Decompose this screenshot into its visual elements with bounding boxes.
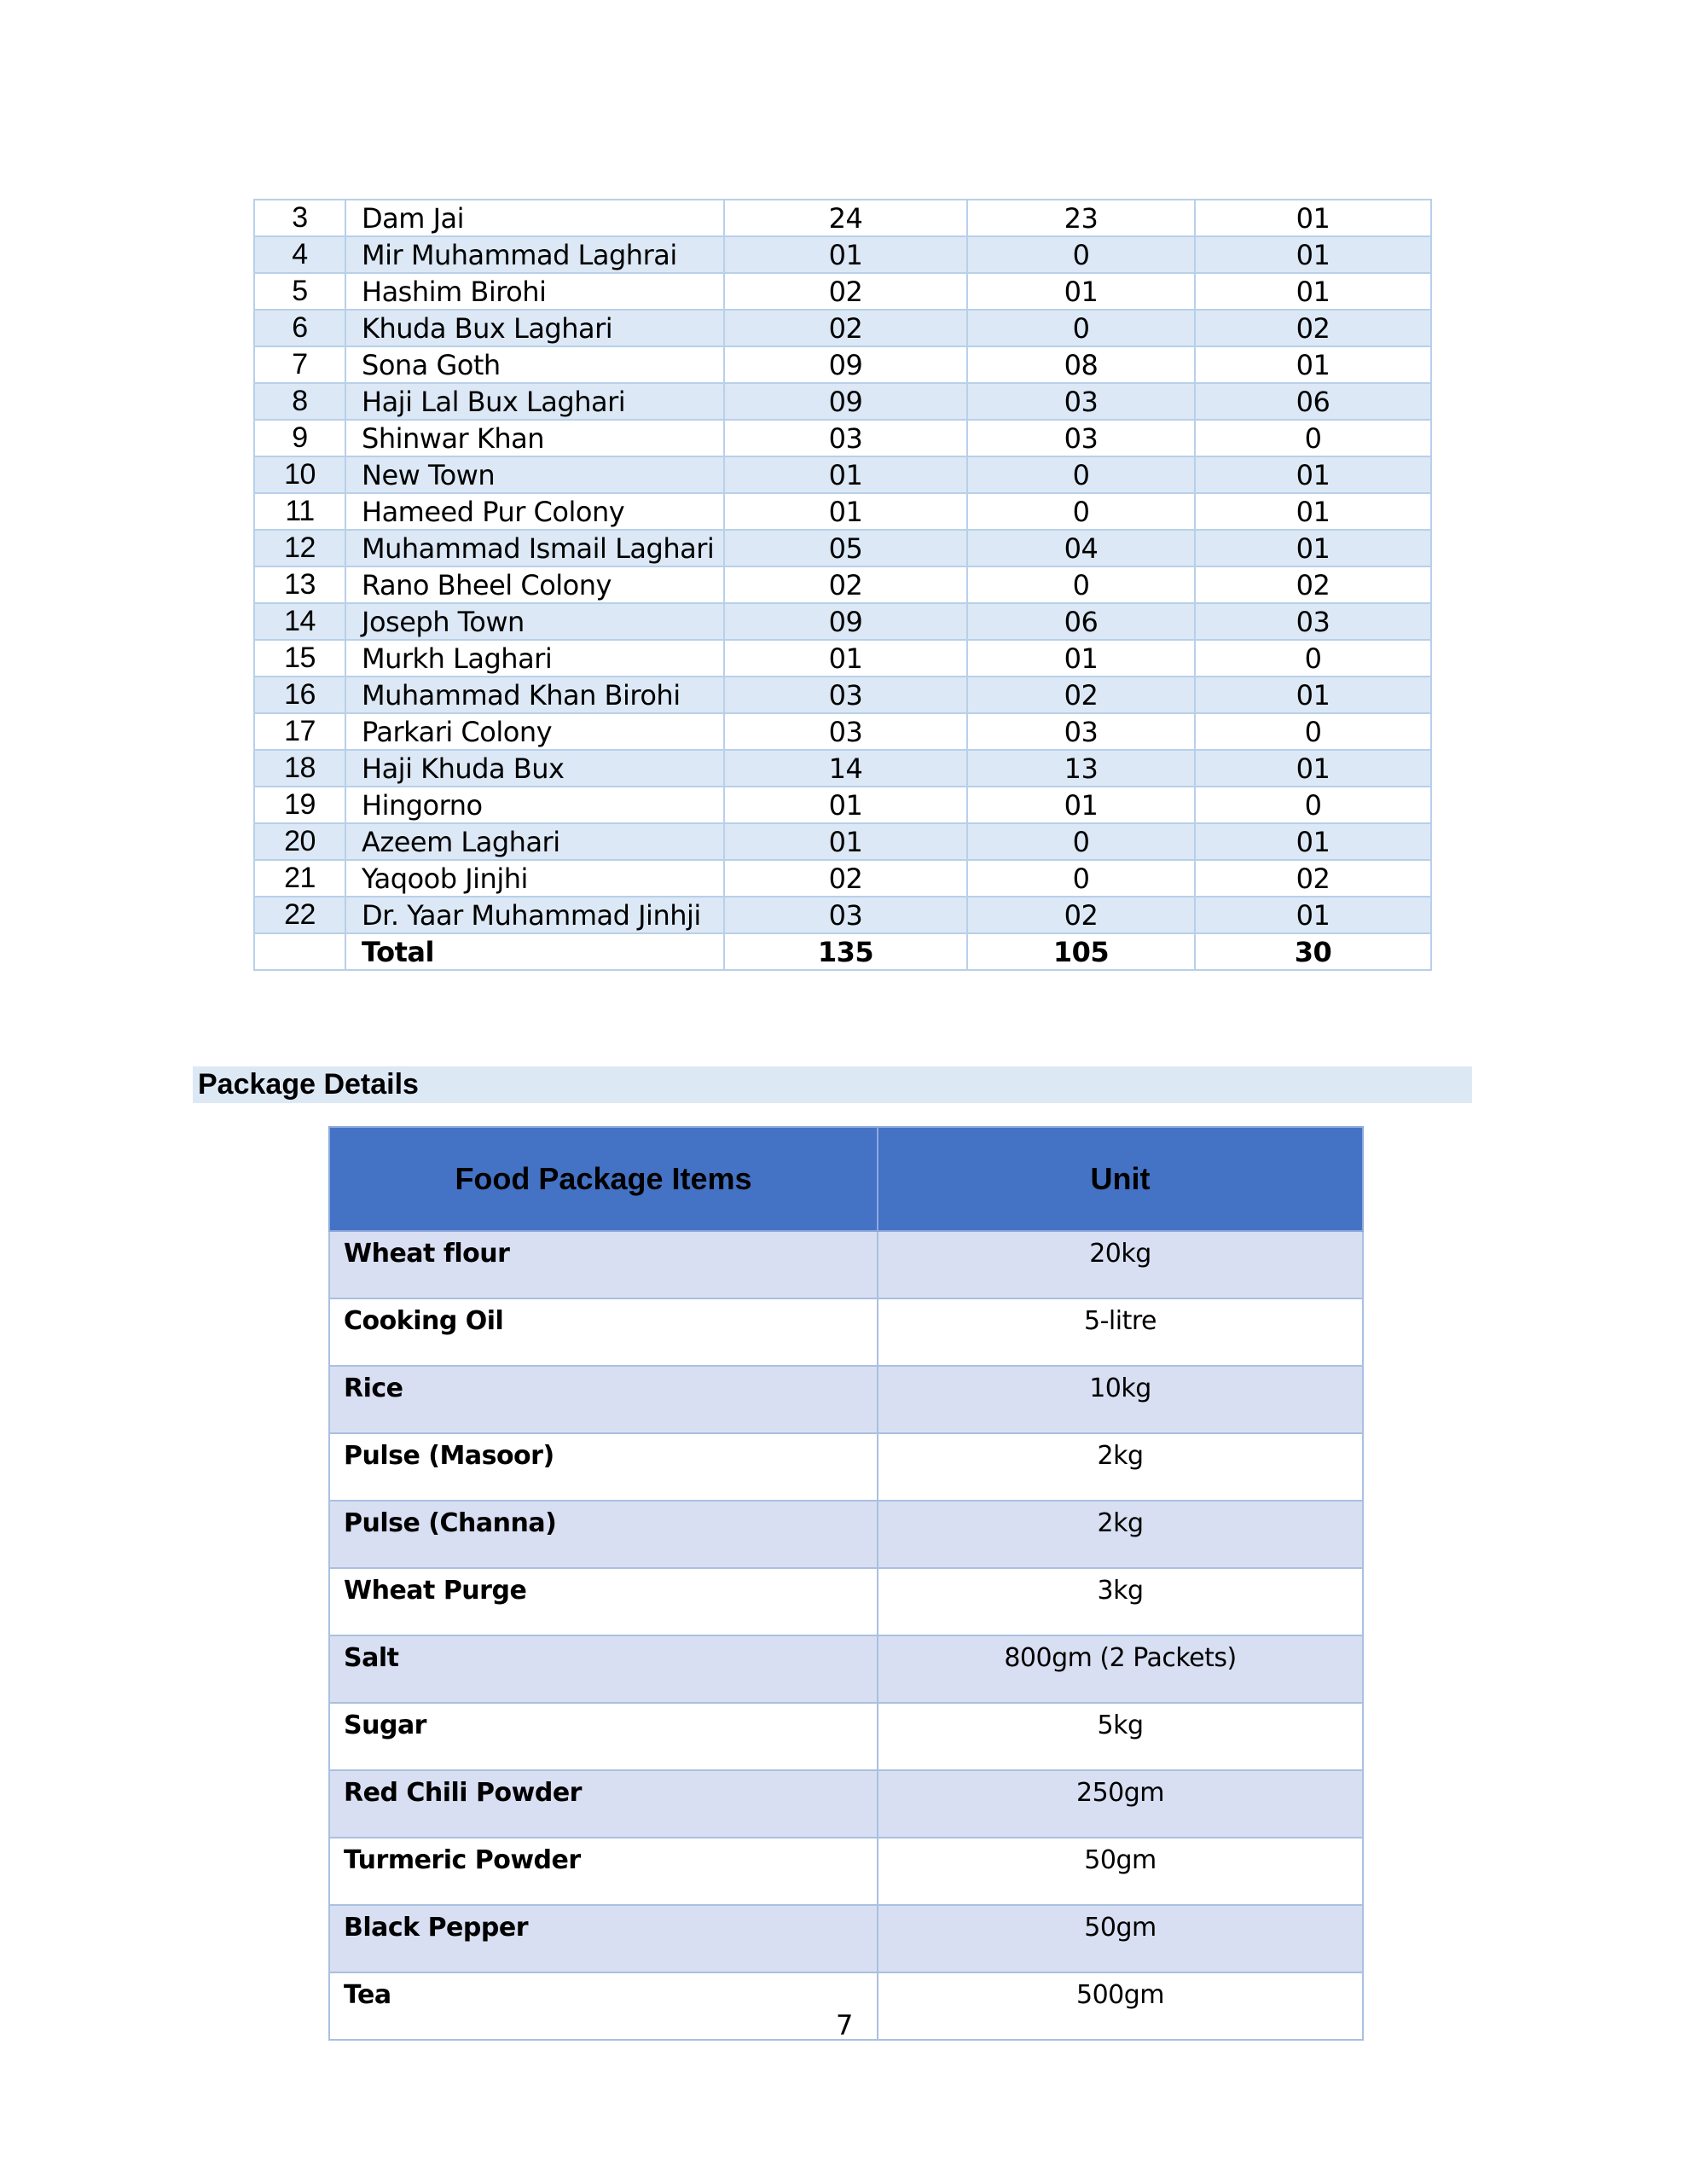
column-header-items: Food Package Items [329,1127,878,1231]
table-row [329,1568,1363,1635]
village-name: Khuda Bux Laghari [345,310,724,346]
count-col-3: 0 [1195,787,1431,823]
package-unit: 500gm [878,1972,1363,2040]
count-col-2: 08 [967,346,1195,383]
package-unit: 5kg [878,1703,1363,1770]
table-row [254,273,1431,310]
count-col-2: 02 [967,897,1195,933]
table-row [329,1231,1363,1298]
count-col-1: 02 [724,310,967,346]
table-row [254,640,1431,677]
count-col-1: 01 [724,493,967,530]
village-name: Yaqoob Jinjhi [345,860,724,897]
village-name: Hashim Birohi [345,273,724,310]
table-row [329,1770,1363,1838]
beneficiary-table [253,199,1432,971]
food-package-table [328,1126,1364,2041]
package-unit: 5-litre [878,1298,1363,1366]
serial-number: 14 [254,603,345,640]
count-col-2: 13 [967,750,1195,787]
serial-number: 15 [254,640,345,677]
count-col-2: 0 [967,310,1195,346]
count-col-1: 05 [724,530,967,566]
count-col-3: 01 [1195,456,1431,493]
village-name: Rano Bheel Colony [345,566,724,603]
village-name: Muhammad Ismail Laghari [345,530,724,566]
serial-number: 12 [254,530,345,566]
serial-number [254,933,345,970]
table-row [254,603,1431,640]
count-col-3: 01 [1195,236,1431,273]
table-row [329,1905,1363,1972]
count-col-3: 02 [1195,566,1431,603]
count-col-2: 06 [967,603,1195,640]
table-row [254,713,1431,750]
page-number: 7 [836,2009,854,2042]
serial-number: 13 [254,566,345,603]
total-label: Total [345,933,724,970]
package-item: Black Pepper [329,1905,878,1972]
package-item: Sugar [329,1703,878,1770]
count-col-2: 0 [967,823,1195,860]
table-row [254,236,1431,273]
table-row [254,420,1431,456]
table-row [329,1298,1363,1366]
count-col-2: 01 [967,640,1195,677]
count-col-3: 01 [1195,273,1431,310]
table-row [329,1501,1363,1568]
count-col-1: 02 [724,860,967,897]
table-row [329,1838,1363,1905]
table-row [254,566,1431,603]
village-name: Shinwar Khan [345,420,724,456]
village-name: Dr. Yaar Muhammad Jinhji [345,897,724,933]
table-row [254,897,1431,933]
count-col-2: 04 [967,530,1195,566]
package-item: Tea [329,1972,878,2040]
table-row [254,787,1431,823]
serial-number: 4 [254,236,345,273]
table-row [329,1433,1363,1501]
count-col-1: 14 [724,750,967,787]
count-col-1: 02 [724,566,967,603]
count-col-1: 03 [724,420,967,456]
count-col-3: 02 [1195,310,1431,346]
village-name: Joseph Town [345,603,724,640]
table-row [254,200,1431,236]
count-col-3: 01 [1195,897,1431,933]
serial-number: 18 [254,750,345,787]
serial-number: 19 [254,787,345,823]
package-item: Pulse (Masoor) [329,1433,878,1501]
serial-number: 21 [254,860,345,897]
package-item: Cooking Oil [329,1298,878,1366]
package-unit: 250gm [878,1770,1363,1838]
count-col-3: 01 [1195,750,1431,787]
package-item: Salt [329,1635,878,1703]
serial-number: 22 [254,897,345,933]
count-col-1: 01 [724,823,967,860]
count-col-1: 09 [724,383,967,420]
count-col-3: 01 [1195,200,1431,236]
count-col-3: 01 [1195,823,1431,860]
package-details-heading [193,1066,1472,1103]
count-col-3: 01 [1195,530,1431,566]
total-col-3: 30 [1195,933,1431,970]
village-name: Haji Lal Bux Laghari [345,383,724,420]
table-row [254,823,1431,860]
count-col-2: 01 [967,273,1195,310]
count-col-1: 01 [724,787,967,823]
serial-number: 5 [254,273,345,310]
package-item: Turmeric Powder [329,1838,878,1905]
table-row [329,1366,1363,1433]
village-name: Azeem Laghari [345,823,724,860]
serial-number: 7 [254,346,345,383]
serial-number: 16 [254,677,345,713]
village-name: Murkh Laghari [345,640,724,677]
count-col-1: 01 [724,456,967,493]
count-col-2: 02 [967,677,1195,713]
count-col-2: 03 [967,420,1195,456]
section-title: Package Details [198,1068,419,1101]
table-row [254,677,1431,713]
serial-number: 9 [254,420,345,456]
count-col-2: 03 [967,383,1195,420]
package-item: Wheat Purge [329,1568,878,1635]
village-name: New Town [345,456,724,493]
package-unit: 2kg [878,1501,1363,1568]
serial-number: 17 [254,713,345,750]
count-col-1: 09 [724,603,967,640]
total-row [254,933,1431,970]
table-header-row [329,1127,1363,1231]
village-name: Dam Jai [345,200,724,236]
count-col-3: 01 [1195,493,1431,530]
package-unit: 20kg [878,1231,1363,1298]
package-unit: 50gm [878,1838,1363,1905]
package-item: Red Chili Powder [329,1770,878,1838]
count-col-3: 0 [1195,713,1431,750]
count-col-3: 01 [1195,346,1431,383]
serial-number: 8 [254,383,345,420]
column-header-unit: Unit [878,1127,1363,1231]
serial-number: 10 [254,456,345,493]
table-row [329,1703,1363,1770]
count-col-1: 02 [724,273,967,310]
table-row [254,493,1431,530]
village-name: Muhammad Khan Birohi [345,677,724,713]
table-row [254,750,1431,787]
count-col-1: 24 [724,200,967,236]
table-row [254,310,1431,346]
count-col-2: 0 [967,236,1195,273]
village-name: Haji Khuda Bux [345,750,724,787]
village-name: Hameed Pur Colony [345,493,724,530]
count-col-3: 0 [1195,640,1431,677]
table-row [254,860,1431,897]
package-unit: 50gm [878,1905,1363,1972]
package-unit: 10kg [878,1366,1363,1433]
serial-number: 20 [254,823,345,860]
count-col-2: 0 [967,860,1195,897]
count-col-1: 01 [724,236,967,273]
package-item: Rice [329,1366,878,1433]
serial-number: 6 [254,310,345,346]
total-col-2: 105 [967,933,1195,970]
village-name: Sona Goth [345,346,724,383]
count-col-3: 01 [1195,677,1431,713]
count-col-2: 0 [967,456,1195,493]
village-name: Hingorno [345,787,724,823]
village-name: Mir Muhammad Laghrai [345,236,724,273]
package-item: Pulse (Channa) [329,1501,878,1568]
package-unit: 2kg [878,1433,1363,1501]
serial-number: 3 [254,200,345,236]
count-col-1: 09 [724,346,967,383]
count-col-3: 0 [1195,420,1431,456]
serial-number: 11 [254,493,345,530]
count-col-3: 03 [1195,603,1431,640]
count-col-2: 03 [967,713,1195,750]
count-col-2: 23 [967,200,1195,236]
count-col-3: 02 [1195,860,1431,897]
count-col-1: 03 [724,677,967,713]
table-row [254,456,1431,493]
package-item: Wheat flour [329,1231,878,1298]
package-unit: 3kg [878,1568,1363,1635]
count-col-1: 03 [724,713,967,750]
table-row [254,530,1431,566]
village-name: Parkari Colony [345,713,724,750]
count-col-1: 01 [724,640,967,677]
table-row [329,1635,1363,1703]
count-col-1: 03 [724,897,967,933]
package-unit: 800gm (2 Packets) [878,1635,1363,1703]
table-row [254,346,1431,383]
count-col-2: 0 [967,493,1195,530]
count-col-2: 0 [967,566,1195,603]
count-col-2: 01 [967,787,1195,823]
table-row [254,383,1431,420]
count-col-3: 06 [1195,383,1431,420]
total-col-1: 135 [724,933,967,970]
